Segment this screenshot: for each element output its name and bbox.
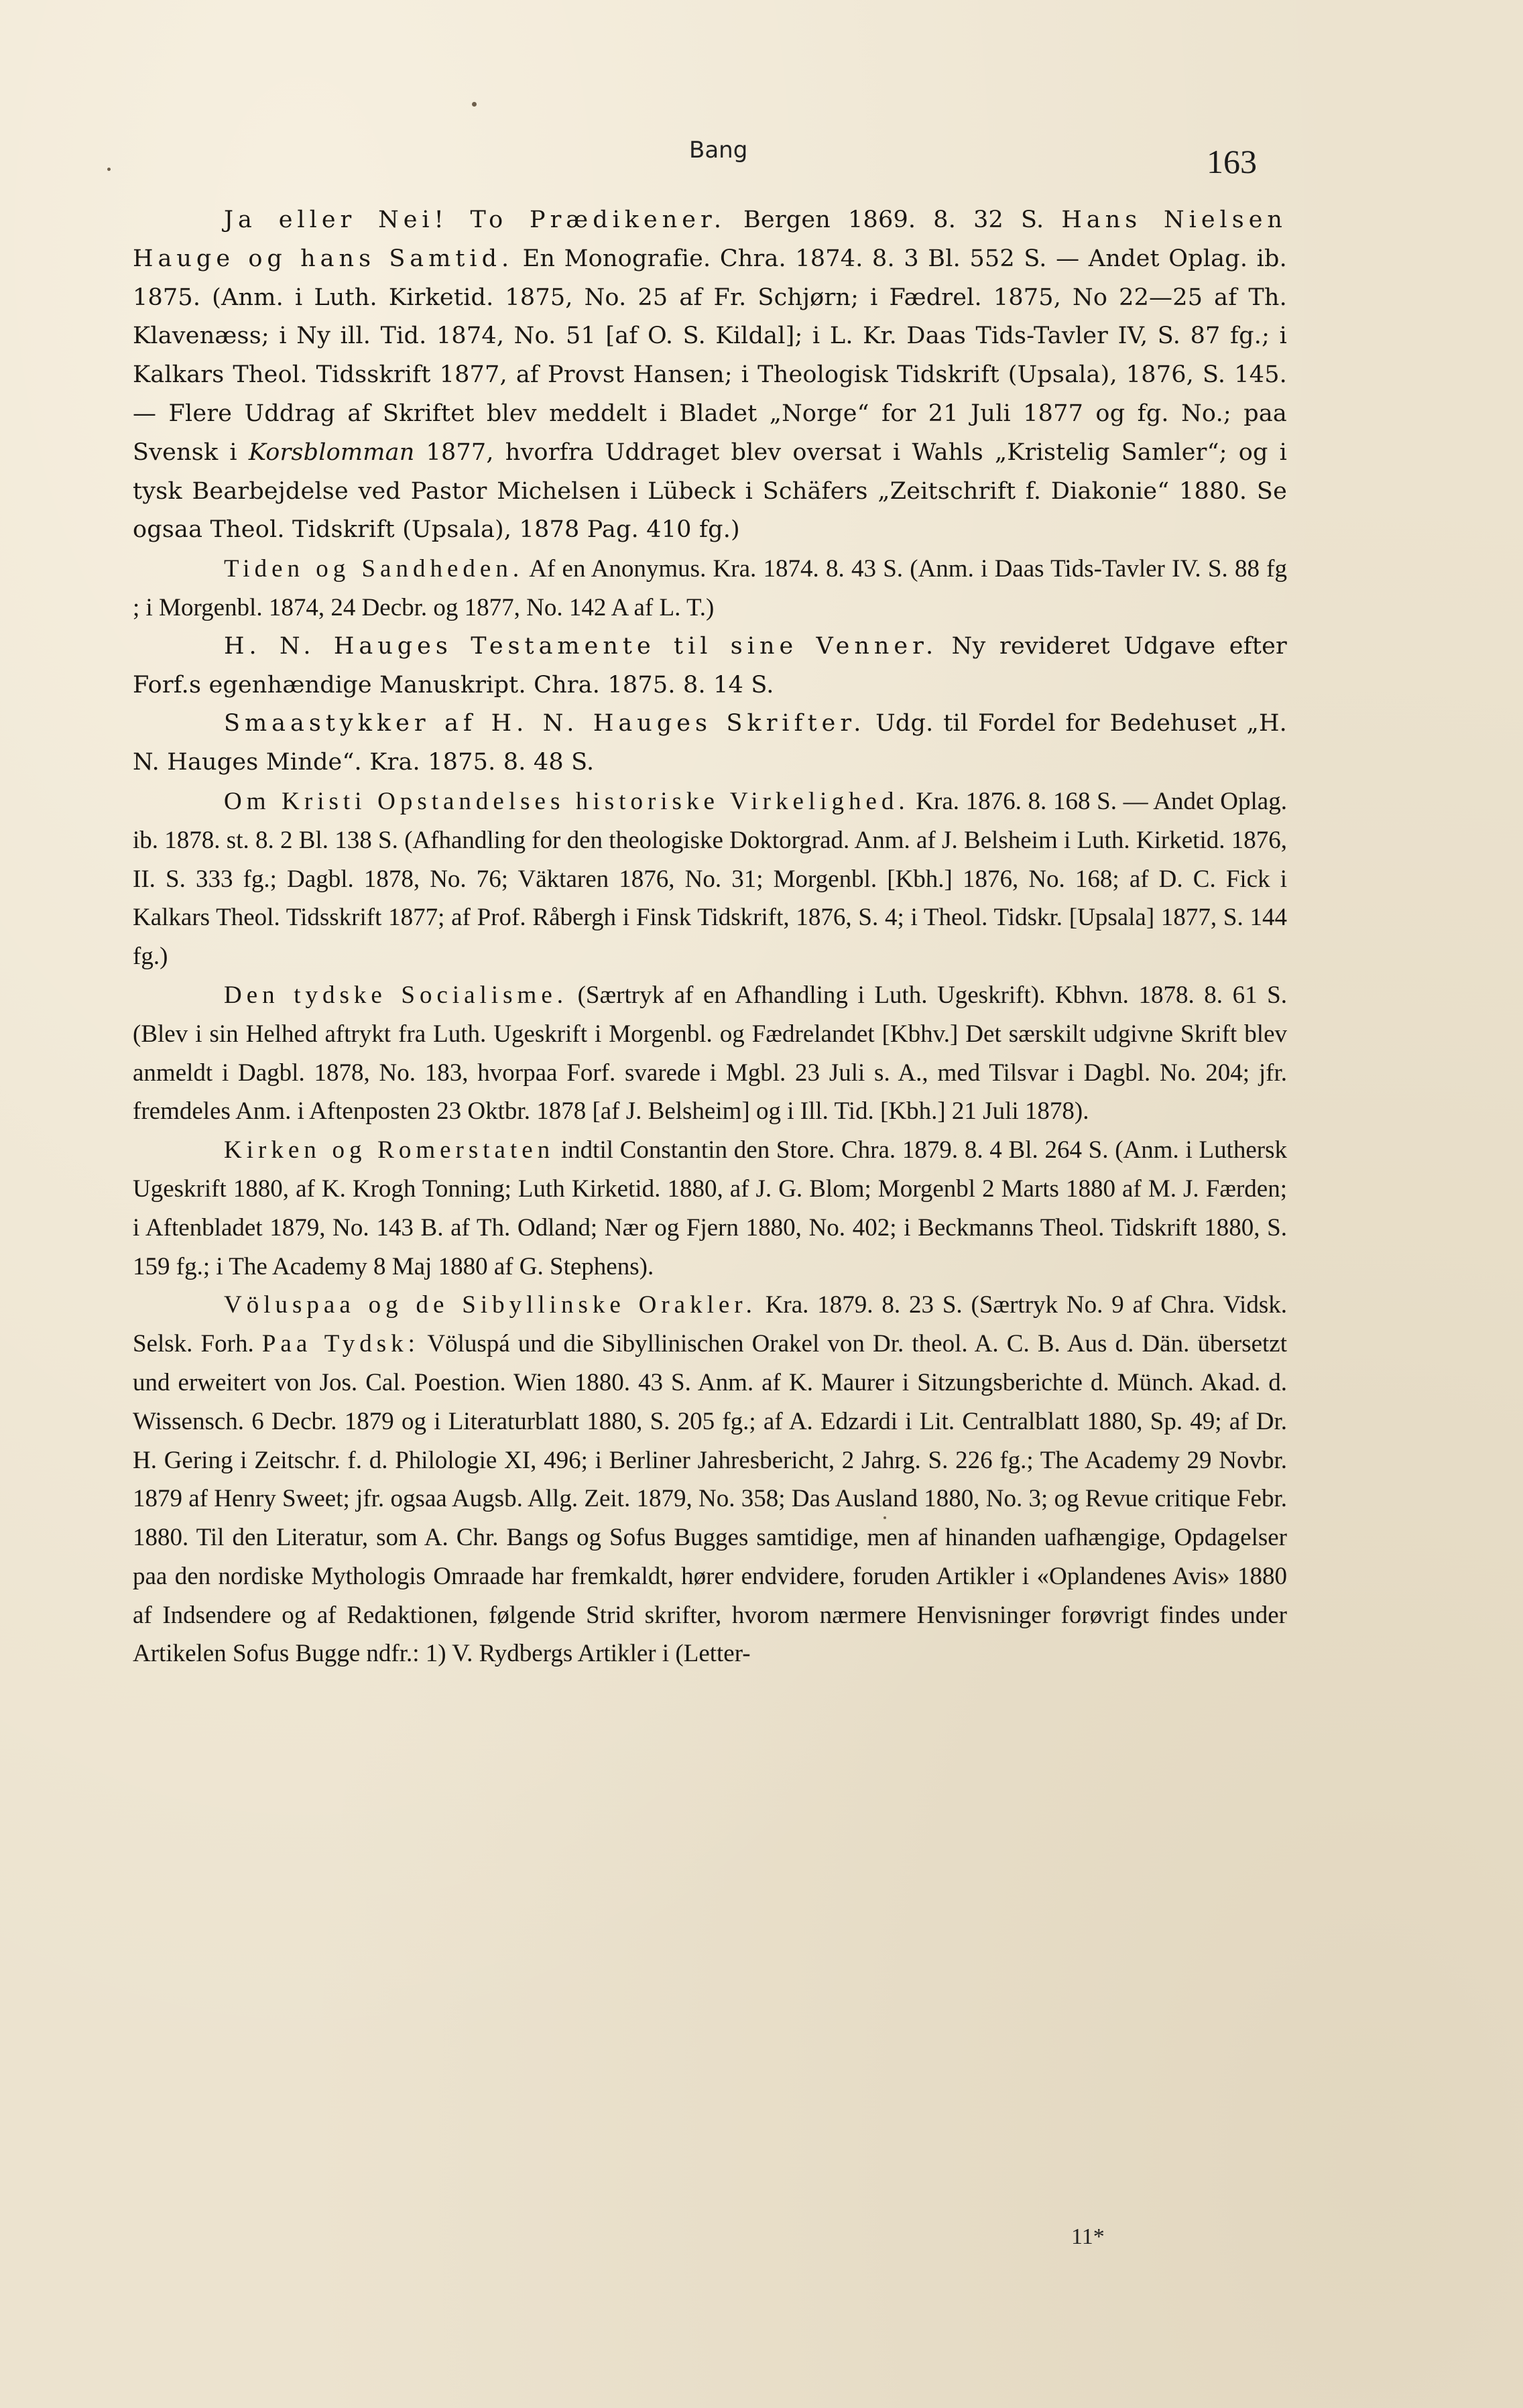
entry-title: Hans Nielsen Hauge og hans Samtid. <box>133 206 1287 272</box>
entry-voluspaa <box>133 1286 1287 1673</box>
entry-text: Völuspá und die Sibyllinischen Orakel von Dr. theol. A. C. B. Aus d. Dän. übersetzt und erweitert von Jos. Cal. Poestion. Wien 1880. 43 S. Anm. af K. Maurer i Sitzungsberichte d. Münch. Akad. d. Wissensch. 6 Decbr. 1879 og i Literaturblatt 1880, S. 205 fg.; af A. Edzardi i Lit. Centralblatt 1880, Sp. 49; af Dr. H. Gering i Zeitschr. f. d. Philologie XI, 496; i Berliner Jahresbericht, 2 Jahrg. S. 226 fg.; The Academy 29 Novbr. 1879 af Henry Sweet; jfr. ogsaa Augsb. Allg. Zeit. 1879, No. 358; Das Ausland 1880, No. 3; og Revue critique Febr. 1880. Til den Literatur, som A. Chr. Bangs og Sofus Bugges samtidige, men af hinanden uafhængige, Opdagelser paa den nordiske Mythologis Omraade har fremkaldt, hører endvidere, foruden Artikler i «Oplandenes Avis» 1880 af Indsendere og af Redaktionen, følgende Strid skrifter, hvorom nærmere Henvisninger forøvrigt findes under Artikelen Sofus Bugge ndfr.: 1) V. Rydbergs Artikler i (Letter- <box>133 1330 1288 1668</box>
running-head: Bang <box>689 137 748 164</box>
paper-speck <box>884 1516 886 1519</box>
entry-text: Af en Anonymus. Kra. 1874. 8. 43 S. (Anm. i Daas Tids-Tavler IV. S. 88 fg ; i Morgenbl. 1874, 24 Decbr. og 1877, No. 142 A af L. T.) <box>133 555 1287 621</box>
entry-smaastykker <box>133 705 1287 782</box>
entry-title: Om Kristi Opstandelses historiske Virkelighed. <box>224 787 910 815</box>
entry-hauges-testamente <box>133 627 1287 705</box>
entry-text: Bergen 1869. 8. 32 S. <box>725 206 1062 233</box>
entry-text: En Monografie. Chra. 1874. 8. 3 Bl. 552 S. — Andet Oplag. ib. 1875. (Anm. i Luth. Kirketid. 1875, No. 25 af Fr. Schjørn; i Fædrel. 1875, No 22—25 af Th. Klavenæss; i Ny ill. Tid. 1874, No. 51 [af O. S. Kildal]; i L. Kr. Daas Tids-Tavler IV, S. 87 fg.; i Kalkars Theol. Tidsskrift 1877, af Provst Hansen; i Theologisk Tidskrift (Upsala), 1876, S. 145. — Flere Uddrag af Skriftet blev meddelt i Bladet „Norge“ for 21 Juli 1877 og fg. No.; paa Svensk i <box>133 245 1287 466</box>
entry-tiden-og-sandheden <box>133 550 1287 627</box>
entry-title: Ja eller Nei! To Prædikener. <box>224 206 726 233</box>
entry-text: indtil Constantin den Store. Chra. 1879. 8. 4 Bl. 264 S. (Anm. i Luthersk Ugeskrift 1880, af K. Krogh Tonning; Luth Kirketid. 1880, af J. G. Blom; Morgenbl 2 Marts 1880 af M. J. Færden; i Aftenbladet 1879, No. 143 B. af Th. Odland; Nær og Fjern 1880, No. 402; i Beckmanns Theol. Tidskrift 1880, S. 159 fg.; i The Academy 8 Maj 1880 af G. Stephens). <box>133 1136 1287 1280</box>
page-number: 163 <box>1207 143 1257 180</box>
entry-title: Völuspaa og de Sibyllinske Orakler. <box>224 1291 757 1319</box>
signature-mark: 11* <box>1071 2224 1105 2249</box>
entry-title: Smaastykker af H. N. Hauges Skrifter. <box>224 710 866 737</box>
entry-text: Udg. til Fordel for Bedehuset „H. N. Hauges Minde“. Kra. 1875. 8. 48 S. <box>133 710 1288 776</box>
page-header <box>0 134 1523 188</box>
entry-subtitle: Paa Tydsk: <box>261 1330 420 1358</box>
bibliography-body <box>133 201 1287 1673</box>
entry-tydske-socialisme <box>133 976 1287 1131</box>
entry-title: H. N. Hauges Testamente til sine Venner. <box>224 632 938 660</box>
entry-kristi-opstandelses <box>133 782 1287 976</box>
entry-kirken-og-romerstaten <box>133 1131 1287 1286</box>
entry-text: 1877, hvorfra Uddraget blev oversat i Wahls „Kristelig Samler“; og i tysk Bearbejdelse ved Pastor Michelsen i Lübeck i Schäfers „Zeitschrift f. Diakonie“ 1880. Se ogsaa Theol. Tidskrift (Upsala), 1878 Pag. 410 fg.) <box>133 438 1288 544</box>
entry-title: Kirken og Romerstaten <box>224 1136 555 1164</box>
entry-text: Kra. 1879. 8. 23 S. (Særtryk No. 9 af Chra. Vidsk. Selsk. Forh. <box>133 1291 1287 1358</box>
entry-text: Ny revideret Udgave efter Forf.s egenhændige Manuskript. Chra. 1875. 8. 14 S. <box>133 632 1287 699</box>
entry-title: Tiden og Sandheden. <box>224 555 524 583</box>
entry-text: (Særtryk af en Afhandling i Luth. Ugeskrift). Kbhvn. 1878. 8. 61 S. (Blev i sin Helhed aftrykt fra Luth. Ugeskrift i Morgenbl. og Fædrelandet [Kbhv.] Det særskilt udgivne Skrift blev anmeldt i Dagbl. 1878, No. 183, hvorpaa Forf. svarede i Mgbl. 23 Juli s. A., med Tilsvar i Dagbl. No. 204; jfr. fremdeles Anm. i Aftenposten 23 Oktbr. 1878 [af J. Belsheim] og i Ill. Tid. [Kbh.] 21 Juli 1878). <box>133 981 1288 1126</box>
paper-speck <box>107 168 111 171</box>
entry-ja-eller-nei <box>133 201 1287 550</box>
entry-text: Kra. 1876. 8. 168 S. — Andet Oplag. ib. 1878. st. 8. 2 Bl. 138 S. (Afhandling for den theologiske Doktorgrad. Anm. af J. Belsheim i Luth. Kirketid. 1876, II. S. 333 fg.; Dagbl. 1878, No. 76; Väktaren 1876, No. 31; Morgenbl. [Kbh.] 1876, No. 168; af D. C. Fick i Kalkars Theol. Tidsskrift 1877; af Prof. Råbergh i Finsk Tidskrift, 1876, S. 4; i Theol. Tidskr. [Upsala] 1877, S. 144 fg.) <box>133 787 1287 971</box>
entry-italic-title: Korsblomman <box>248 438 415 466</box>
paper-speck <box>472 102 477 107</box>
entry-title: Den tydske Socialisme. <box>224 981 568 1009</box>
